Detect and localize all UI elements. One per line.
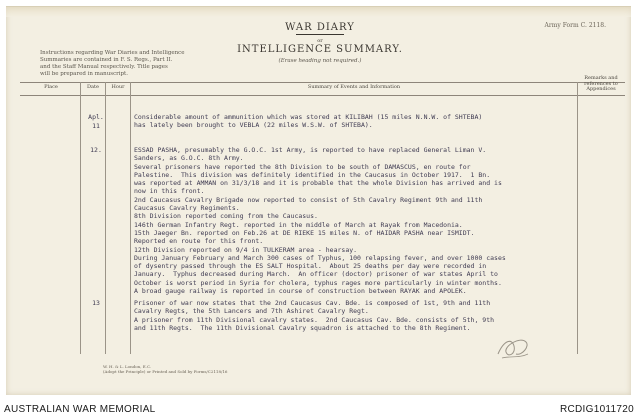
entry-date: 13 (92, 299, 100, 307)
column-header-date: Date (87, 84, 99, 90)
entry-date: Apl. (88, 113, 104, 121)
entry-date: 12. (90, 146, 102, 154)
column-divider (130, 82, 131, 354)
entry-text (134, 113, 574, 130)
entry-line: Considerable amount of ammunition which was stored at KILIBAH (15 miles N.N.W. of SHTEBA) (134, 113, 483, 121)
entry-line: and 11th Regts. The 11th Divisional Cavalry squadron is attached to the 8th Regiment. (134, 323, 471, 332)
archive-id: RCDIG1011720 (559, 404, 634, 415)
archive-credit: AUSTRALIAN WAR MEMORIAL (4, 404, 156, 415)
erase-heading-note: (Erase heading not required.) (278, 58, 362, 64)
entry-text (134, 146, 574, 295)
remarks-line: Appendices (586, 86, 616, 92)
column-header-summary: Summary of Events and Information (307, 84, 401, 90)
entry-line: October is worst period in Syria for cholera, typhus rages more particularly in winter months. (134, 278, 502, 287)
entry-line: Cavalry Regts, the 5th Lancers and 7th Ashiret Cavalry Regt. (134, 307, 369, 316)
instructions-line: Instructions regarding War Diaries and Intelligence (40, 50, 185, 56)
entry-line: of dysentry passed through the ES SALT Hospital. About 25 deaths per day were recorded in (134, 262, 487, 271)
title-war-diary: WAR DIARY (285, 22, 355, 33)
title-underline (296, 34, 344, 35)
entry-line: Several prisoners have reported the 8th Division to be south of DAMASCUS, en route for (134, 162, 471, 171)
entry-line: Reported en route for this front. (134, 237, 264, 246)
entry-text (134, 299, 574, 332)
column-header-hour: Hour (111, 84, 125, 90)
handwritten-initials (494, 332, 534, 362)
entry-line: 12th Division reported on 9/4 in TULKERAM area - hearsay. (134, 245, 358, 254)
printer-line: (Adopt the Principle) or Printed and Sold by Forms/C2118/16 (103, 369, 228, 374)
entry-line: Palestine. This division was definitely identified in the Caucasus in October 1917. 1 Bn. (134, 170, 491, 179)
entry-date: 11 (92, 122, 100, 130)
entry-line: has lately been brought to VEBLA (22 miles W.S.W. of SHTEBA). (134, 121, 373, 130)
entry-line: 2nd Caucasus Cavalry Brigade now reported to consist of 5th Cavalry Regiment 9th and 11th (134, 195, 483, 204)
army-form-reference: Army Form C. 2118. (544, 22, 606, 29)
entry-line: now in this front. (134, 187, 205, 196)
entry-line: 15th Jaeger Bn. reported on Feb.26 at DE RIEKE 15 miles N. of HAIDAR PASHA near ISMIDT. (134, 228, 475, 237)
entry-line: 8th Division reported coming from the Caucasus. (134, 212, 318, 221)
entry-line: A prisoner from 11th Divisional cavalry states. 2nd Caucasus Cav. Bde. consists of 5th, 9th (134, 315, 495, 324)
instructions-line: Summaries are contained in F. S. Regs., Part II. (40, 57, 173, 63)
column-divider (80, 82, 81, 354)
entry-line: was reported at AMMAN on 31/3/18 and it is probable that the whole Division has arrived and is (134, 179, 502, 188)
printer-line: W. H. & L. London, E.C. (103, 364, 152, 369)
remarks-line: references to (584, 80, 618, 87)
entry-line: During January February and March 300 cases of Typhus, 100 relapsing fever, and over 1000 cases (134, 253, 506, 262)
entry-line: January. Typhus decreased during March. An officer (doctor) prisoner of war states April to (134, 270, 498, 279)
entry-line: Caucasus Cavalry Regiments. (134, 204, 240, 213)
instructions-line: and the Staff Manual respectively. Title pages (40, 64, 168, 70)
column-header-remarks (578, 76, 624, 93)
entry-line: Sanders, as G.O.C. 8th Army. (134, 154, 244, 163)
instructions-line: will be prepared in manuscript. (40, 71, 129, 77)
title-intelligence-summary: INTELLIGENCE SUMMARY. (237, 44, 403, 55)
entry-line: ESSAD PASHA, presumably the G.O.C. 1st Army, is reported to have replaced General Liman V. (134, 146, 487, 154)
entry-line: A broad gauge railway is reported in course of construction between RAYAK and APOLEK. (134, 287, 467, 296)
entry-line: Prisoner of war now states that the 2nd Caucasus Cav. Bde. is composed of 1st, 9th and 11th (134, 299, 491, 307)
title-or: or (317, 38, 323, 44)
column-divider (577, 82, 578, 354)
entry-line: 146th German Infantry Regt. reported in the middle of March at Rayak from Macedonia. (134, 220, 463, 229)
paper-edge (6, 7, 631, 17)
column-header-place: Place (44, 84, 58, 90)
printer-imprint (103, 364, 227, 374)
remarks-line: Remarks and (584, 75, 618, 81)
